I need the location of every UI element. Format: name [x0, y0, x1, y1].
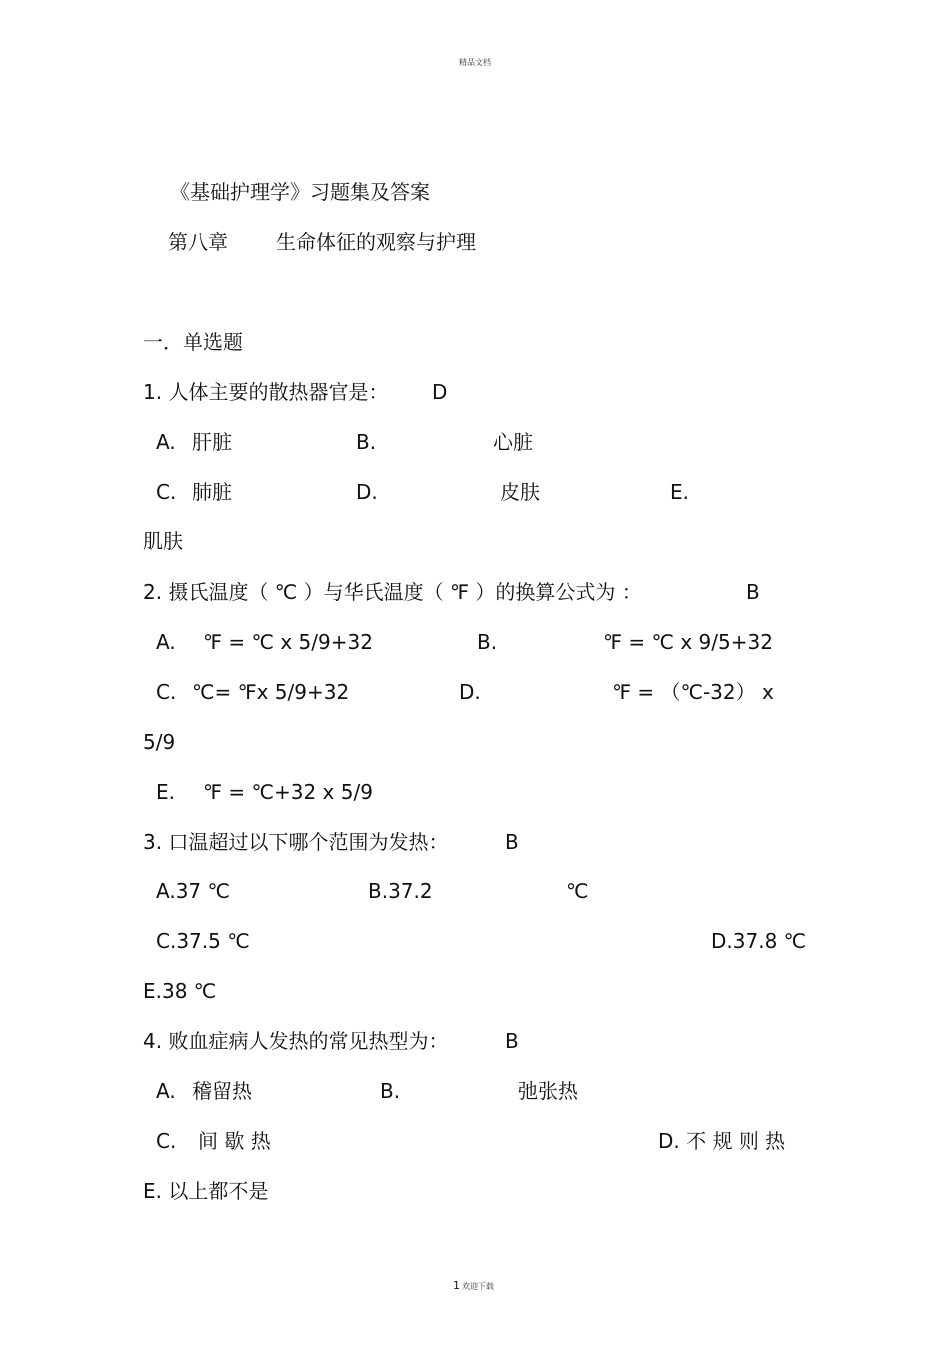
- option-key: C.: [156, 1129, 177, 1153]
- question-answer: B: [505, 830, 519, 854]
- option-key: A.: [156, 430, 176, 454]
- option-c: ℃= ℉x 5/9+32: [192, 680, 350, 704]
- page-number: 1: [453, 1279, 460, 1292]
- option-c: 间 歇 热: [198, 1129, 271, 1153]
- option-key: B.: [477, 630, 498, 654]
- option-e: E. 以上都不是: [143, 1179, 269, 1203]
- document-title: 《基础护理学》习题集及答案: [170, 180, 430, 204]
- question-stem: 4. 败血症病人发热的常见热型为：: [143, 1029, 449, 1053]
- option-b: 心脏: [493, 430, 533, 454]
- option-b-unit: ℃: [566, 879, 589, 903]
- footer-text: 欢迎下载: [462, 1282, 494, 1291]
- option-e: ℉ = ℃+32 x 5/9: [203, 780, 373, 804]
- question-answer: D: [432, 380, 448, 404]
- option-key: A.: [156, 630, 176, 654]
- option-key: D.: [459, 680, 481, 704]
- option-d: 皮肤: [500, 480, 540, 504]
- option-key: E.: [670, 480, 689, 504]
- option-a: A.37 ℃: [156, 879, 230, 903]
- option-b: ℉ = ℃ x 9/5+32: [603, 630, 773, 654]
- question-answer: B: [746, 580, 760, 604]
- option-key: E.: [156, 780, 175, 804]
- option-key: C.: [156, 480, 177, 504]
- chapter-number: 第八章: [168, 230, 228, 254]
- option-d: D.37.8 ℃: [711, 929, 807, 953]
- option-a: ℉ = ℃ x 5/9+32: [203, 630, 373, 654]
- option-key: C.: [156, 680, 177, 704]
- chapter-title: 生命体征的观察与护理: [276, 230, 476, 254]
- option-d: D. 不 规 则 热: [658, 1129, 786, 1153]
- option-b: 弛张热: [518, 1079, 578, 1103]
- question-stem: 1. 人体主要的散热器官是：: [143, 380, 389, 404]
- option-key: B.: [380, 1079, 401, 1103]
- option-key: D.: [356, 480, 378, 504]
- header-watermark: 精品文档: [459, 58, 491, 67]
- question-answer: B: [505, 1029, 519, 1053]
- option-e: E.38 ℃: [143, 979, 217, 1003]
- question-stem: 3. 口温超过以下哪个范围为发热：: [143, 830, 449, 854]
- option-a: 稽留热: [192, 1079, 252, 1103]
- question-stem: 2. 摄氏温度（ ℃ ）与华氏温度（ ℉ ）的换算公式为 ：: [143, 580, 642, 604]
- option-c: 肺脏: [192, 480, 232, 504]
- section-heading: 一．单选题: [143, 330, 243, 354]
- option-b: B.37.2: [368, 879, 433, 903]
- option-c: C.37.5 ℃: [156, 929, 250, 953]
- option-key: A.: [156, 1079, 176, 1103]
- option-d: ℉ = （℃-32） x: [612, 680, 774, 704]
- option-a: 肝脏: [192, 430, 232, 454]
- option-d-continued: 5/9: [143, 730, 176, 754]
- option-e: 肌肤: [143, 529, 183, 553]
- option-key: B.: [356, 430, 377, 454]
